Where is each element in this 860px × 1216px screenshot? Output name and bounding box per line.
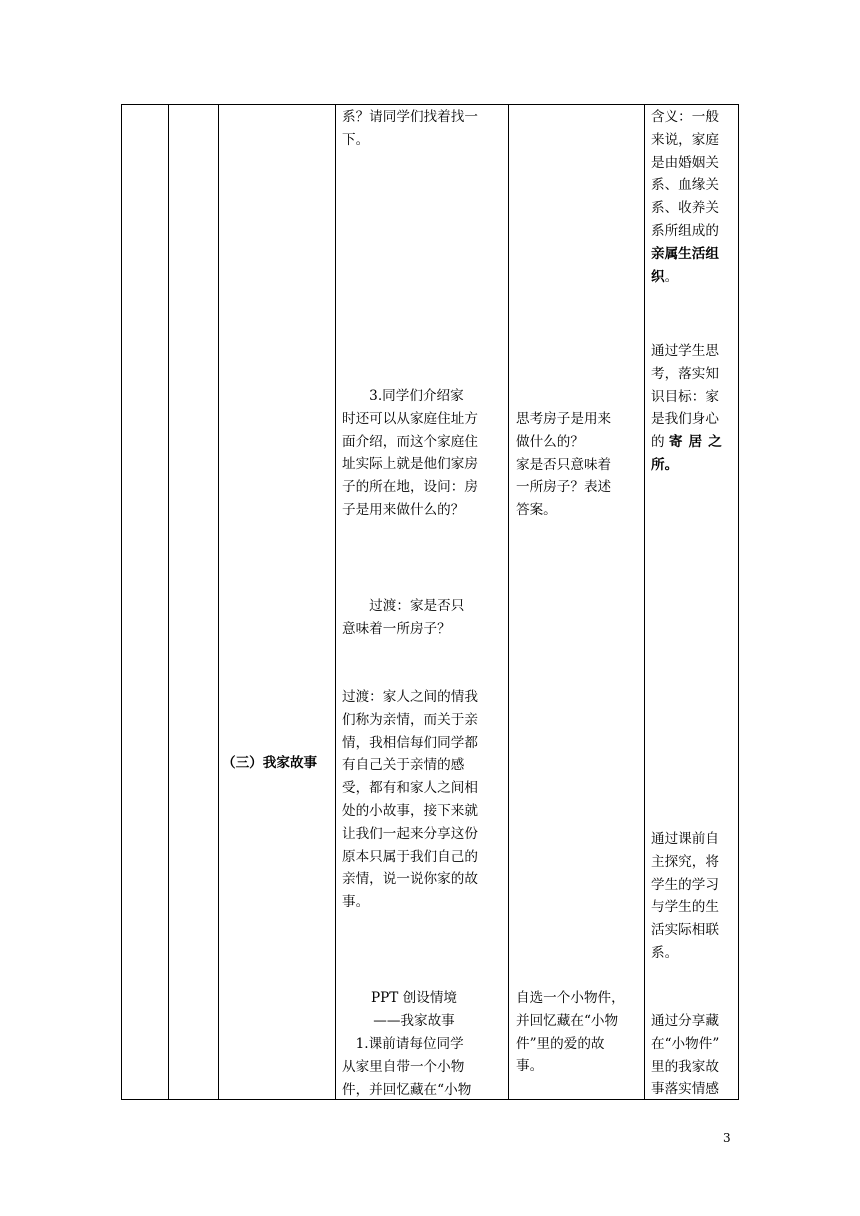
text-line: 在“小物件” (651, 1035, 720, 1052)
text-line: 系、收养关 (651, 200, 719, 217)
text-line: 系所组成的 (651, 222, 719, 239)
text-line: 子的所在地，设问：房 (342, 479, 478, 496)
column-divider (644, 105, 645, 1099)
text-line: 下。 (342, 131, 370, 148)
text-line: 原本只属于我们自己的 (342, 848, 478, 865)
page-number: 3 (723, 1131, 731, 1145)
intent-paragraph-4 (651, 1010, 737, 1101)
column-divider (168, 105, 169, 1099)
text-line: 事。 (342, 894, 370, 911)
text-line: 是由婚姻关 (651, 154, 719, 171)
text-line: 系。 (651, 944, 679, 961)
text-line: 件”里的爱的故 (516, 1035, 605, 1052)
text-line: ——我家故事 (373, 1012, 455, 1029)
text-line: 是我们身心 (651, 411, 719, 428)
text-line: 里的我家故 (651, 1058, 719, 1075)
intent-paragraph-3 (651, 828, 737, 965)
text-line: 系？请同学们找着找一 (342, 109, 478, 125)
text-line: 学生的学习 (651, 876, 719, 893)
column-divider (335, 105, 336, 1099)
text-line: 答案。 (516, 502, 557, 519)
bold-text-line: 亲属生活组 (651, 245, 719, 262)
text-line: 含义：一般 (651, 109, 719, 125)
intent-bold-end: 所。 (651, 456, 679, 473)
intent-paragraph-1 (651, 106, 737, 288)
text-line: 事落实情感 (651, 1081, 719, 1098)
text-line: 通过课前自 (651, 831, 719, 847)
text-line: 意味着一所房子？ (342, 620, 451, 637)
column-divider (508, 105, 509, 1099)
teacher-paragraph-1 (342, 106, 508, 152)
text-line: 考，落实知 (651, 365, 719, 382)
text-line: 受，都有和家人之间相 (342, 780, 478, 797)
intent-mixed-bold: 寄居之 (668, 434, 728, 451)
column-divider (218, 105, 219, 1099)
text-tail: 。 (664, 268, 679, 285)
teacher-paragraph-4 (342, 686, 508, 914)
text-line: 事。 (516, 1058, 544, 1075)
bold-text-line: 织。 (651, 268, 679, 285)
teacher-paragraph-2 (342, 385, 508, 522)
text-line: 做什么的？ (516, 433, 584, 450)
text-line: 有自己关于亲情的感 (342, 757, 465, 774)
text-line: 情，我相信每们同学都 (342, 734, 478, 751)
text-line: 系、血缘关 (651, 177, 719, 194)
intent-mixed-plain: 的 (651, 434, 665, 451)
text-line: 通过分享藏 (651, 1013, 719, 1029)
text-line: 1.课前请每位同学 (342, 1036, 464, 1052)
text-line: 过渡：家人之间的情我 (342, 689, 478, 705)
text-line: 自选一个小物件， (516, 990, 625, 1006)
text-line: 子是用来做什么的？ (342, 501, 465, 518)
teacher-paragraph-5 (342, 1033, 508, 1101)
student-paragraph-1 (516, 408, 642, 522)
text-line: 一所房子？表述 (516, 479, 612, 496)
student-paragraph-2 (516, 987, 642, 1078)
text-line: 亲情，说一说你家的故 (342, 871, 478, 888)
text-line: 并回忆藏在“小物 (516, 1012, 619, 1029)
section-label (222, 752, 332, 775)
text-line: PPT 创设情境 (370, 990, 458, 1006)
text-line: 来说，家庭 (651, 131, 719, 148)
text-line: 思考房子是用来 (516, 411, 612, 427)
text-line: 活实际相联 (651, 922, 719, 939)
text-line: 时还可以从家庭住址方 (342, 410, 478, 427)
teacher-ppt-heading (342, 987, 486, 1033)
text-line: 处的小故事，接下来就 (342, 802, 478, 819)
text-line: 主探究，将 (651, 853, 719, 870)
text-line: 面介绍，而这个家庭住 (342, 433, 478, 450)
text-line: 与学生的生 (651, 899, 719, 916)
intent-mixed-line (651, 431, 737, 454)
text-line: 3.同学们介绍家 (342, 388, 464, 404)
section-label-text: （三）我家故事 (222, 755, 318, 771)
text-line: 让我们一起来分享这份 (342, 825, 478, 842)
text-line: 识目标：家 (651, 388, 719, 405)
text-line: 从家里自带一个小物 (342, 1058, 465, 1075)
text-line: 过渡：家是否只 (342, 598, 465, 614)
text-line: 通过学生思 (651, 343, 719, 359)
text-line: 家是否只意味着 (516, 456, 612, 473)
text-line: 件，并回忆藏在“小物 (342, 1081, 472, 1098)
intent-paragraph-2 (651, 340, 737, 477)
text-line: 们称为亲情，而关于亲 (342, 711, 478, 728)
text-line: 址实际上就是他们家房 (342, 456, 478, 473)
teacher-paragraph-3 (342, 595, 508, 641)
